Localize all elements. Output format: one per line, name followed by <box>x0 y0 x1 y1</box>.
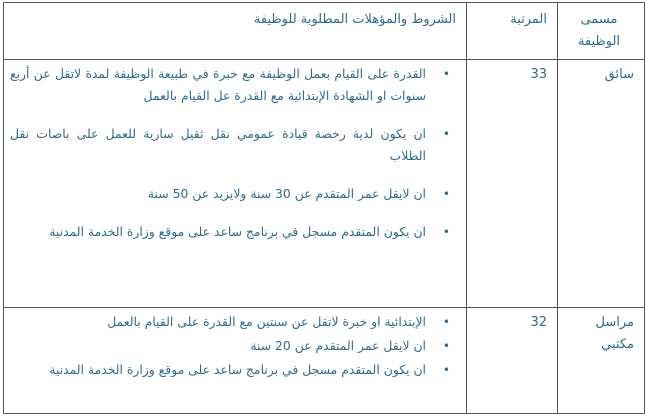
grade-value: 33 <box>530 67 547 82</box>
header-grade <box>467 3 558 60</box>
requirement-item <box>10 123 452 167</box>
requirements-list <box>4 308 466 381</box>
bullet-icon: • <box>442 67 450 81</box>
job-title: سائق <box>604 67 634 82</box>
requirement-item <box>10 335 452 357</box>
header-job-title <box>558 3 645 60</box>
requirement-text: ان لايقل عمر المتقدم عن 30 سنة ولايزيد عن 50 سنة <box>147 186 426 201</box>
jobs-table <box>3 2 645 414</box>
requirements-list <box>4 60 466 243</box>
table-header-row <box>4 3 645 60</box>
requirement-item <box>10 221 452 243</box>
job-title-cell <box>558 60 645 308</box>
requirement-text: القدرة على القيام بعمل الوظيفة مع خبرة في طبيعة الوظيفة لمدة لاتقل عن أربع سنوات او الشهادة الإبتدائية مع القدرة عل القيام بالعمل <box>10 66 426 103</box>
bullet-icon: • <box>442 315 450 329</box>
table-row <box>4 308 645 414</box>
bullet-icon: • <box>442 225 450 239</box>
requirements-cell <box>4 60 467 308</box>
requirement-text: ان لايقل عمر المتقدم عن 20 سنة <box>250 338 426 353</box>
bullet-icon: • <box>442 339 450 353</box>
table-row <box>4 60 645 308</box>
bullet-icon: • <box>442 363 450 377</box>
bullet-icon: • <box>442 187 450 201</box>
requirement-item <box>10 63 452 107</box>
grade-cell <box>467 308 558 414</box>
header-requirements <box>4 3 467 60</box>
header-requirements-text: الشروط والمؤهلات المطلوبة للوظيفة <box>253 12 456 27</box>
requirement-item <box>10 311 452 333</box>
requirement-text: ان يكون المتقدم مسجل في برنامج ساعد على موقع وزارة الخدمة المدنية <box>49 362 426 377</box>
header-job-title-text: مسمى الوظيفة <box>577 12 621 49</box>
requirements-cell <box>4 308 467 414</box>
grade-cell <box>467 60 558 308</box>
grade-value: 32 <box>530 315 547 330</box>
job-title: مراسل مكتبي <box>595 315 634 352</box>
requirement-text: ان يكون لدية رخصة قيادة عمومي نقل ثقيل سارية للعمل على باصات نقل الطلاب <box>10 126 426 163</box>
header-grade-text: المرتبة <box>510 12 547 27</box>
requirement-item <box>10 183 452 205</box>
requirement-text: الإبتدائية او خبرة لاتقل عن سنتين مع القدرة على القيام بالعمل <box>107 314 426 329</box>
requirement-item <box>10 359 452 381</box>
requirement-text: ان يكون المتقدم مسجل في برنامج ساعد على موقع وزارة الخدمة المدنية <box>49 224 426 239</box>
bullet-icon: • <box>442 127 450 141</box>
job-title-cell <box>558 308 645 414</box>
